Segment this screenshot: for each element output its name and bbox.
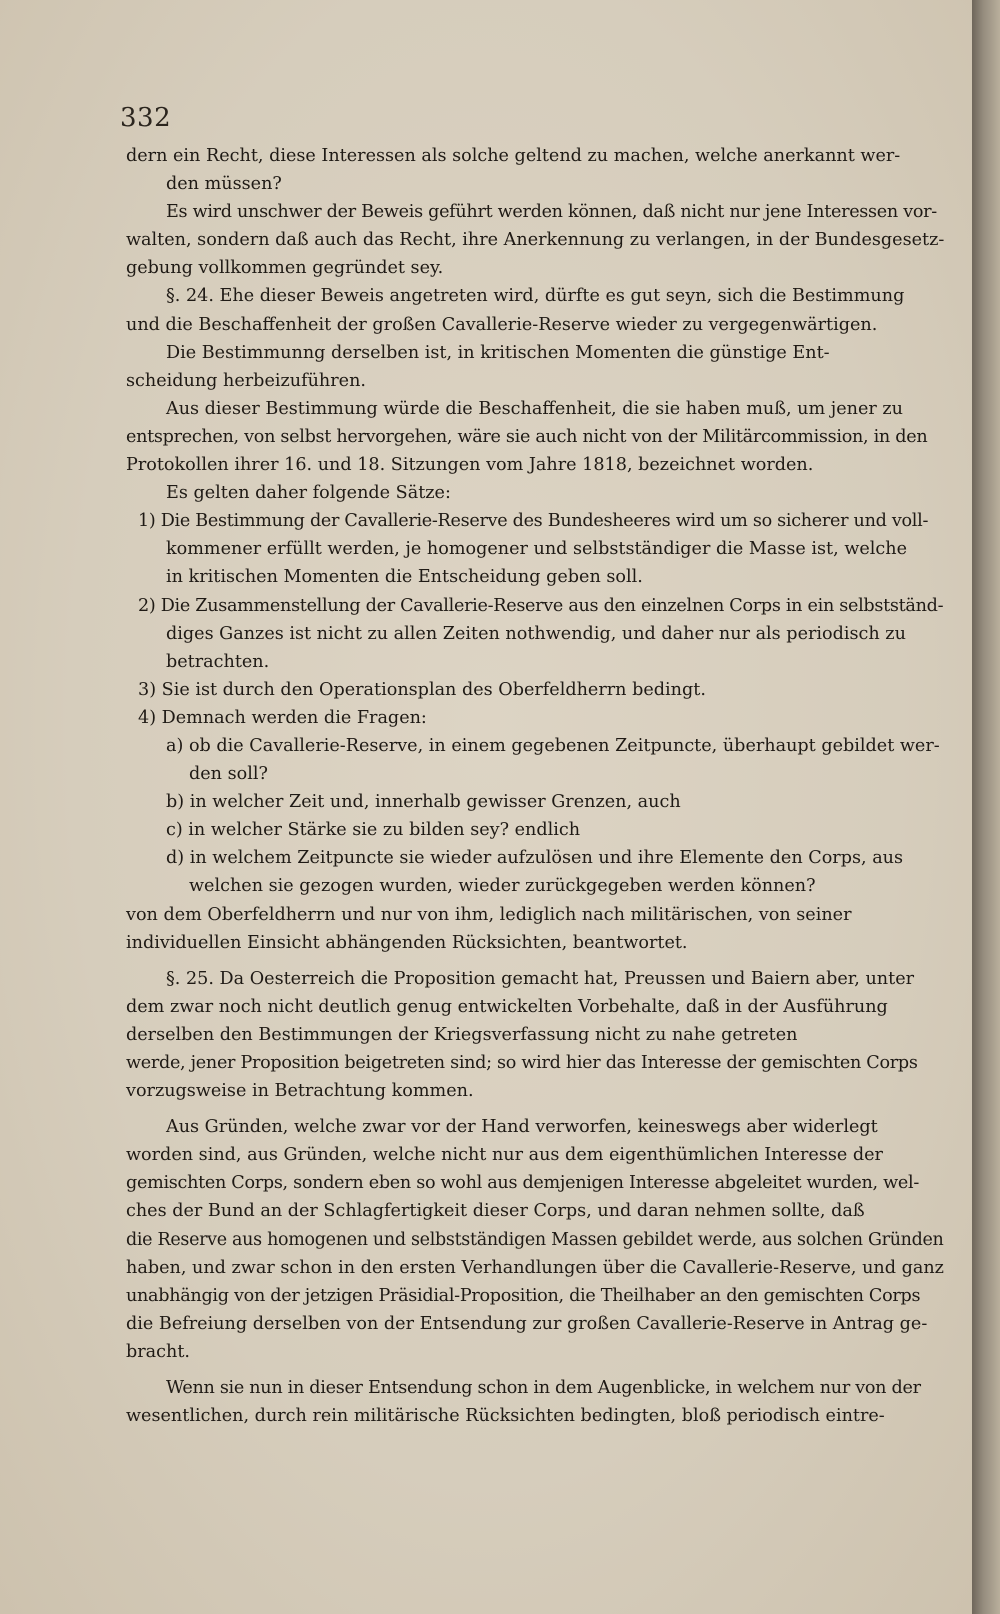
text-line: und die Beschaffenheit der großen Cavallerie-Reserve wieder zu vergegenwärtigen. — [126, 314, 878, 335]
text-line: von dem Oberfeldherrn und nur von ihm, lediglich nach militärischen, von seiner — [126, 904, 852, 925]
text-line: welchen sie gezogen wurden, wieder zurückgegeben werden können? — [189, 876, 816, 897]
paragraph-first-line: Es gelten daher folgende Sätze: — [166, 483, 451, 504]
text-line: individuellen Einsicht abhängenden Rücksichten, beantwortet. — [126, 932, 688, 953]
page-edge — [972, 0, 1000, 1614]
text-line: die Befreiung derselben von der Entsendung zur großen Cavallerie-Reserve in Antrag ge- — [126, 1313, 928, 1334]
text-line: werde, jener Proposition beigetreten sind; so wird hier das Interesse der gemischten Corps — [126, 1053, 918, 1073]
paragraph-gap — [126, 1366, 944, 1374]
text-line: walten, sondern daß auch das Recht, ihre Anerkennung zu verlangen, in der Bundesgesetz- — [126, 230, 945, 251]
text-line: diges Ganzes ist nicht zu allen Zeiten nothwendig, und daher nur als periodisch zu — [166, 623, 906, 644]
text-line: den müssen? — [166, 174, 282, 195]
text-line: kommener erfüllt werden, je homogener und selbstständiger die Masse ist, welche — [166, 539, 908, 560]
paragraph-gap — [126, 1105, 944, 1113]
text-line: Protokollen ihrer 16. und 18. Sitzungen vom Jahre 1818, bezeichnet worden. — [126, 455, 814, 476]
text-line: die Reserve aus homogenen und selbstständigen Massen gebildet werde, aus solchen Gründen — [126, 1229, 944, 1250]
numbered-item-4: 4) Demnach werden die Fragen: — [138, 707, 427, 728]
text-line: betrachten. — [166, 651, 270, 672]
text-line: scheidung herbeizuführen. — [126, 370, 367, 391]
text-line: derselben den Bestimmungen der Kriegsverfassung nicht zu nahe getreten — [126, 1024, 798, 1045]
text-line: entsprechen, von selbst hervorgehen, wäre sie auch nicht von der Militärcommission, in den — [126, 426, 928, 447]
sub-item-a: a) ob die Cavallerie-Reserve, in einem gegebenen Zeitpuncte, überhaupt gebildet wer- — [166, 735, 940, 756]
text-line: in kritischen Momenten die Entscheidung geben soll. — [166, 567, 643, 588]
section-25-heading-line: §. 25. Da Oesterreich die Proposition gemacht hat, Preussen und Baiern aber, unter — [166, 968, 915, 989]
sub-item-d: d) in welchem Zeitpuncte sie wieder aufzulösen und ihre Elemente den Corps, aus — [166, 848, 904, 869]
text-line: worden sind, aus Gründen, welche nicht nur aus dem eigenthümlichen Interesse der — [126, 1145, 883, 1166]
text-line: gebung vollkommen gegründet sey. — [126, 258, 444, 279]
text-line: den soll? — [189, 764, 268, 785]
text-line: wesentlichen, durch rein militärische Rücksichten bedingten, bloß periodisch eintre- — [126, 1406, 885, 1427]
paragraph-first-line: Aus dieser Bestimmung würde die Beschaffenheit, die sie haben muß, um jener zu — [166, 398, 903, 419]
paragraph-first-line: Wenn sie nun in dieser Entsendung schon in dem Augenblicke, in welchem nur von der — [166, 1378, 921, 1399]
sub-item-c: c) in welcher Stärke sie zu bilden sey? endlich — [166, 820, 581, 841]
text-line: vorzugsweise in Betrachtung kommen. — [126, 1081, 474, 1102]
paragraph-first-line: Es wird unschwer der Beweis geführt werden können, daß nicht nur jene Interessen vor- — [166, 202, 937, 223]
paragraph-first-line: Aus Gründen, welche zwar vor der Hand verworfen, keineswegs aber widerlegt — [166, 1117, 878, 1138]
numbered-item-1: 1) Die Bestimmung der Cavallerie-Reserve des Bundesheeres wird um so sicherer und voll- — [138, 511, 929, 532]
text-line: unabhängig von der jetzigen Präsidial-Proposition, die Theilhaber an den gemischten Corps — [126, 1285, 921, 1306]
section-24-heading-line: §. 24. Ehe dieser Beweis angetreten wird, dürfte es gut seyn, sich die Bestimmung — [166, 286, 905, 307]
text-line: dem zwar noch nicht deutlich genug entwickelten Vorbehalte, daß in der Ausführung — [126, 996, 888, 1017]
numbered-item-2: 2) Die Zusammenstellung der Cavallerie-Reserve aus den einzelnen Corps in ein selbstständ- — [138, 595, 944, 616]
numbered-item-3: 3) Sie ist durch den Operationsplan des Oberfeldherrn bedingt. — [138, 679, 706, 700]
text-line: bracht. — [126, 1341, 191, 1362]
text-body — [126, 142, 944, 1430]
paragraph-gap — [126, 957, 944, 965]
text-line: haben, und zwar schon in den ersten Verhandlungen über die Cavallerie-Reserve, und ganz — [126, 1257, 944, 1278]
text-line: gemischten Corps, sondern eben so wohl aus demjenigen Interesse abgeleitet wurden, wel- — [126, 1173, 919, 1194]
text-line: dern ein Recht, diese Interessen als solche geltend zu machen, welche anerkannt wer- — [126, 146, 901, 166]
page-number: 332 — [120, 103, 172, 133]
text-line: ches der Bund an der Schlagfertigkeit dieser Corps, und daran nehmen sollte, daß — [126, 1201, 865, 1222]
paragraph-first-line: Die Bestimmunng derselben ist, in kritischen Momenten die günstige Ent- — [166, 342, 830, 363]
sub-item-b: b) in welcher Zeit und, innerhalb gewisser Grenzen, auch — [166, 792, 681, 813]
